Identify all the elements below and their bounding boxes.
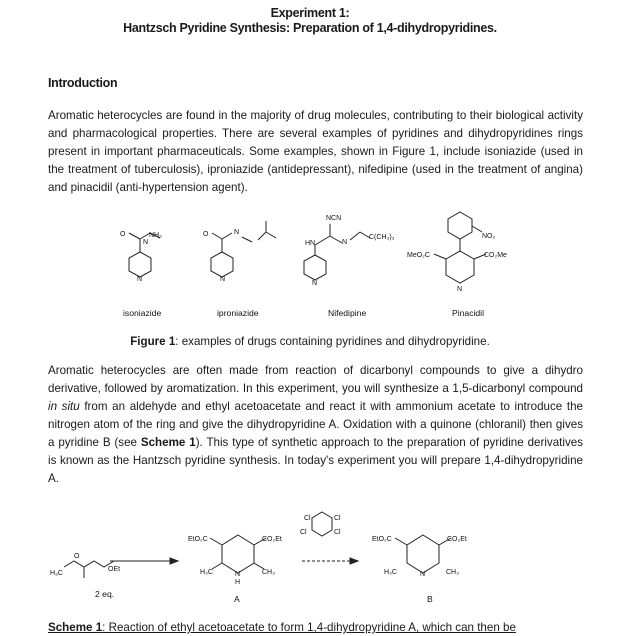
experiment-title: Hantzsch Pyridine Synthesis: Preparation of 1,4-dihydropyridines. bbox=[123, 21, 497, 35]
svg-text:H₃C: H₃C bbox=[200, 569, 213, 576]
svg-text:H₃C: H₃C bbox=[50, 570, 63, 577]
label-compound-a: A bbox=[234, 594, 240, 604]
dihydropyridine-a-structure bbox=[210, 535, 266, 573]
svg-text:N: N bbox=[420, 571, 426, 578]
pyridine-b-structure bbox=[395, 535, 451, 573]
svg-text:N: N bbox=[137, 276, 143, 283]
label-2-equivalents: 2 eq. bbox=[95, 589, 115, 599]
svg-text:O: O bbox=[203, 231, 209, 238]
svg-text:HN: HN bbox=[305, 240, 316, 247]
ncn-group: NCN bbox=[326, 215, 342, 222]
label-isoniazide: isoniazide bbox=[123, 308, 162, 318]
svg-text:Cl: Cl bbox=[304, 515, 311, 522]
label-compound-b: B bbox=[427, 594, 433, 604]
label-pinacidil: Pinacidil bbox=[452, 308, 485, 318]
svg-text:CH₃: CH₃ bbox=[262, 569, 275, 576]
no2-group: NO₂ bbox=[482, 233, 496, 240]
svg-text:CO₂Et: CO₂Et bbox=[447, 536, 467, 543]
co2me-group: CO₂Me bbox=[484, 252, 507, 259]
eto2c-group: EtO₂C bbox=[188, 536, 208, 543]
svg-text:OEt: OEt bbox=[108, 566, 121, 573]
chloranil-structure bbox=[312, 512, 332, 536]
svg-text:H: H bbox=[235, 579, 241, 586]
svg-text:Cl: Cl bbox=[334, 529, 341, 536]
nh2-group: NH₂ bbox=[149, 232, 162, 239]
svg-text:N: N bbox=[457, 286, 463, 293]
svg-text:N: N bbox=[143, 239, 149, 246]
intro-paragraph-text: Aromatic heterocycles are found in the majority of drug molecules, contributing to their biological activity and pharmacological properties. There are several examples of pyridines and dihydropyridines rings present in important pharmaceuticals. Some examples, shown in Figure 1, include isoniazide (used in the treatment of tuberculosis), iproniazide (antidepressant), nifedipine (used in the treatment of angina) and pinacidil (anti-hypertension agent). bbox=[48, 109, 583, 194]
scheme1-caption: Scheme 1: Reaction of ethyl acetoacetate to form 1,4-dihydropyridine A, which can then be bbox=[48, 621, 516, 634]
label-nifedipine: Nifedipine bbox=[328, 308, 367, 318]
meo2c-group: MeO₂C bbox=[407, 252, 430, 259]
figure1-caption: Figure 1: examples of drugs containing pyridines and dihydropyridine. bbox=[130, 335, 490, 348]
svg-text:N: N bbox=[235, 571, 241, 578]
svg-text:N: N bbox=[312, 280, 318, 287]
svg-text:CH₃: CH₃ bbox=[446, 569, 459, 576]
svg-text:O: O bbox=[74, 553, 80, 560]
svg-text:N: N bbox=[220, 276, 226, 283]
svg-text:N: N bbox=[342, 239, 348, 246]
paragraph-2: Aromatic heterocycles are often made from reaction of dicarbonyl compounds to give a dihydro derivative, followed by aromatization. In this experiment, you will synthesize a 1,5-dicarbonyl compound in situ from an aldehyde and ethyl acetoacetate and react it with ammonium acetate to introduce the nitrogen atom of the ring and give the dihydropyridine A. Oxidation with a quinone (chloranil) then gives a pyridine B (see Scheme 1). This type of synthetic approach to the preparation of pyridine derivatives is known as the Hantzsch pyridine synthesis. In today's experiment you will prepare 1,4-dihydropyridine A. bbox=[48, 364, 583, 485]
experiment-number: Experiment 1: bbox=[270, 6, 350, 20]
svg-text:H₃C: H₃C bbox=[384, 569, 397, 576]
svg-text:Cl: Cl bbox=[334, 515, 341, 522]
introduction-heading: Introduction bbox=[48, 76, 118, 90]
svg-text:O: O bbox=[120, 231, 126, 238]
tbu-group: C(CH₃)₃ bbox=[369, 234, 395, 241]
svg-text:EtO₂C: EtO₂C bbox=[372, 536, 392, 543]
ethyl-acetoacetate-structure bbox=[64, 561, 114, 578]
label-iproniazide: iproniazide bbox=[217, 308, 259, 318]
co2et-group: CO₂Et bbox=[262, 536, 282, 543]
svg-text:N: N bbox=[234, 229, 240, 236]
svg-text:Cl: Cl bbox=[300, 529, 307, 536]
